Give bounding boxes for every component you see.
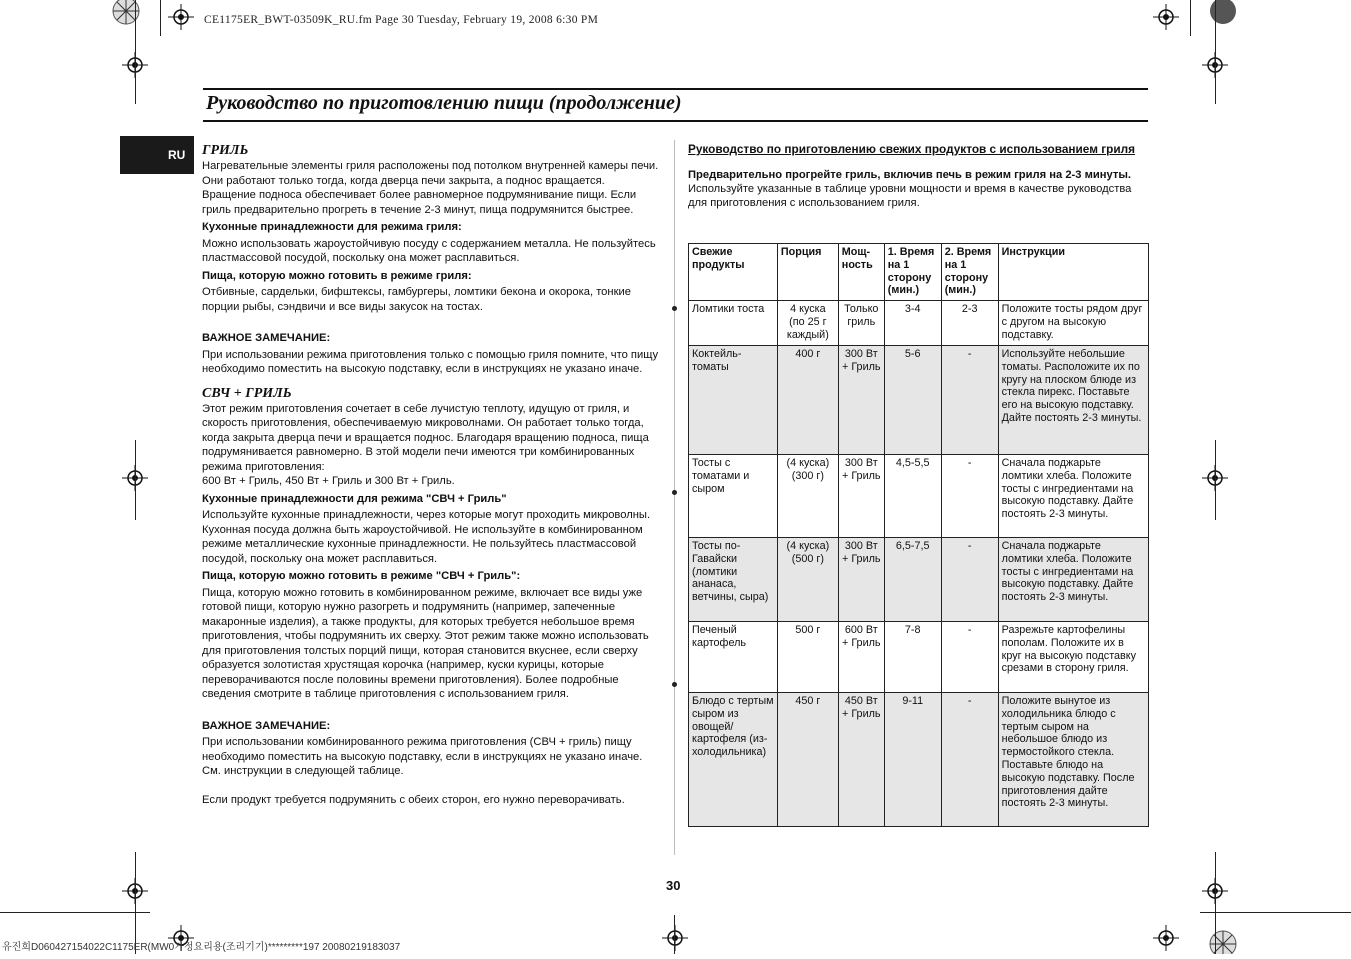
registration-mark-top-left xyxy=(168,4,194,30)
crop-line xyxy=(160,0,161,36)
left-column xyxy=(202,142,660,807)
combo-heading: СВЧ + ГРИЛЬ xyxy=(202,385,292,401)
table-cell: Используйте небольшие томаты. Расположите их по кругу на плоском блюде из стекла пирекс. Поставьте его на высокую подставку. Дайте постоять 2-3 минуты. xyxy=(998,346,1148,455)
table-cell: 3-4 xyxy=(884,301,941,346)
table-cell: 450 г xyxy=(777,693,838,827)
title-rule-bottom xyxy=(203,120,1148,122)
table-header: Свежие продукты xyxy=(689,244,778,301)
table-cell: Тосты с томатами и сыром xyxy=(689,455,778,538)
important-note-text: При использовании комбинированного режима приготовления (СВЧ + гриль) пищу необходимо поместить на высокую подставку, если в инструкциях не указано иначе. См. инструкции в следующей таблице. xyxy=(202,736,643,777)
table-cell: 4,5-5,5 xyxy=(884,455,941,538)
table-cell: Блюдо с тертым сыром из овощей/картофеля (из-холодильника) xyxy=(689,693,778,827)
column-divider xyxy=(674,140,675,855)
file-info: CE1175ER_BWT-03509K_RU.fm Page 30 Tuesday, February 19, 2008 6:30 PM xyxy=(204,14,599,26)
table-cell: Сначала поджарьте ломтики хлеба. Положите тосты с ингредиентами на высокую подставку. Дайте постоять 2-3 минуты. xyxy=(998,538,1148,622)
table-cell: Коктейль-томаты xyxy=(689,346,778,455)
language-tab xyxy=(120,136,194,174)
grill-cooking-table xyxy=(688,243,1149,827)
table-cell: 300 Вт + Гриль xyxy=(838,455,884,538)
page-number: 30 xyxy=(666,878,681,893)
table-cell: 7-8 xyxy=(884,622,941,693)
grill-accessories-text: Можно использовать жароустойчивую посуду с содержанием металла. Не пользуйтесь пластмассовой посудой, поскольку она может расплавиться. xyxy=(202,237,656,264)
preheat-instruction: Предварительно прогрейте гриль, включив печь в режим гриля на 2-3 минуты. xyxy=(688,169,1132,181)
crop-line xyxy=(135,440,136,520)
turn-over-note: Если продукт требуется подрумянить с обеих сторон, его нужно переворачивать. xyxy=(202,793,625,806)
table-row xyxy=(689,538,1149,622)
table-cell: Разрежьте картофелины пополам. Положите их в круг на высокую подставку срезами в сторону гриля. xyxy=(998,622,1148,693)
table-cell: Положите вынутое из холодильника блюдо с тертым сыром на небольшое блюдо из термостойкого стекла. Поставьте блюдо на высокую подставку. После приготовления дайте постоять 2-3 минуты. xyxy=(998,693,1148,827)
color-target-top-left xyxy=(110,0,142,31)
table-row xyxy=(689,693,1149,827)
table-header: 1. Время на 1 сторону (мин.) xyxy=(884,244,941,301)
table-cell: 450 Вт + Гриль xyxy=(838,693,884,827)
grill-text: Нагревательные элементы гриля расположены под потолком внутренней камеры печи. Они работают только тогда, когда дверца печи закрыта, а поднос вращается. Вращение подноса обеспечивает более равномерное подрумянивание пищи. Если гриль предварительно прогреть в течение 2-3 минут, пища подрумянится быстрее. xyxy=(202,160,659,216)
table-cell: Тосты по-Гавайски (ломтики ананаса, ветчины, сыра) xyxy=(689,538,778,622)
registration-mark-bottom-center xyxy=(662,925,688,951)
grill-food-text: Отбивные, сардельки, бифштексы, гамбургеры, ломтики бекона и окорока, тонкие порции рыбы, сэндвичи и все виды закусок на тостах. xyxy=(202,286,631,313)
table-cell: Ломтики тоста xyxy=(689,301,778,346)
table-cell: 2-3 xyxy=(941,301,998,346)
crop-line xyxy=(1200,912,1351,913)
table-cell: (4 куска) (500 г) xyxy=(777,538,838,622)
crop-line xyxy=(1190,0,1191,36)
table-cell: - xyxy=(941,455,998,538)
crop-line xyxy=(135,0,136,104)
table-cell: 6,5-7,5 xyxy=(884,538,941,622)
crop-line xyxy=(0,912,150,913)
combo-accessories-heading: Кухонные принадлежности для режима "СВЧ + Гриль" xyxy=(202,492,507,505)
table-cell: 300 Вт + Гриль xyxy=(838,538,884,622)
print-job-id: 유진희D060427154022C1175ER(MW0가정요리용(조리기기)*********197 20080219183037 xyxy=(2,942,401,953)
table-header: Порция xyxy=(777,244,838,301)
grill-food-heading: Пища, которую можно готовить в режиме гриля: xyxy=(202,269,472,282)
table-cell: - xyxy=(941,693,998,827)
table-row xyxy=(689,301,1149,346)
crop-line xyxy=(674,915,675,954)
table-cell: - xyxy=(941,346,998,455)
table-cell: Только гриль xyxy=(838,301,884,346)
color-target-top-right xyxy=(1207,0,1239,31)
right-column xyxy=(688,141,1150,210)
important-note-heading: ВАЖНОЕ ЗАМЕЧАНИЕ: xyxy=(202,719,331,732)
crop-line xyxy=(1215,0,1216,104)
table-cell: - xyxy=(941,622,998,693)
crop-line xyxy=(1215,440,1216,520)
registration-mark-top-right xyxy=(1153,4,1179,30)
table-header: Мощ-ность xyxy=(838,244,884,301)
crop-line xyxy=(1215,852,1216,954)
table-cell: 9-11 xyxy=(884,693,941,827)
table-cell: Печеный картофель xyxy=(689,622,778,693)
page-title: Руководство по приготовлению пищи (продолжение) xyxy=(206,92,682,114)
registration-mark-bottom-right xyxy=(1153,925,1179,951)
title-rule-top xyxy=(203,88,1148,90)
table-row xyxy=(689,346,1149,455)
bullet-marker xyxy=(672,306,677,311)
grill-accessories-heading: Кухонные принадлежности для режима гриля: xyxy=(202,221,462,233)
table-row xyxy=(689,622,1149,693)
grill-guide-title: Руководство по приготовлению свежих продуктов с использованием гриля xyxy=(688,142,1135,156)
table-cell: - xyxy=(941,538,998,622)
guide-intro: Используйте указанные в таблице уровни мощности и время в качестве руководства для приготовления с использованием гриля. xyxy=(688,183,1132,209)
grill-heading: ГРИЛЬ xyxy=(202,143,249,158)
important-note-heading: ВАЖНОЕ ЗАМЕЧАНИЕ: xyxy=(202,332,331,344)
table-cell: 5-6 xyxy=(884,346,941,455)
bullet-marker xyxy=(672,490,677,495)
table-cell: Положите тосты рядом друг с другом на высокую подставку. xyxy=(998,301,1148,346)
combo-accessories-text: Используйте кухонные принадлежности, через которые могут проходить микроволны. Кухонная посуда должна быть жароустойчивой. Не используйте в комбинированном режиме металлические кухонные принадлежности. Не пользуйтесь пластмассовой посудой, поскольку она может расплавиться. xyxy=(202,509,651,565)
table-cell: Сначала поджарьте ломтики хлеба. Положите тосты с ингредиентами на высокую подставку. Дайте постоять 2-3 минуты. xyxy=(998,455,1148,538)
language-tab-label: RU xyxy=(168,148,186,162)
table-cell: 500 г xyxy=(777,622,838,693)
table-cell: 4 куска (по 25 г каждый) xyxy=(777,301,838,346)
table-cell: (4 куска) (300 г) xyxy=(777,455,838,538)
important-note-text: При использовании режима приготовления только с помощью гриля помните, что пищу необходимо поместить на высокую подставку, если в инструкциях не указано иначе. xyxy=(202,348,659,375)
table-cell: 400 г xyxy=(777,346,838,455)
table-cell: 300 Вт + Гриль xyxy=(838,346,884,455)
table-header: 2. Время на 1 сторону (мин.) xyxy=(941,244,998,301)
table-header: Инструкции xyxy=(998,244,1148,301)
combo-food-text: Пища, которую можно готовить в комбинированном режиме, включает все виды уже готовой пищи, которую нужно разогреть и подрумянить (например, запеченные макаронные изделия), а также продукты, для которых требуется небольшое время приготовления, чтобы подрумянить их сверху. Этот режим также можно использовать для приготовления толстых порций пищи, которая становится вкуснее, если сверху образуется золотистая хрустящая корочка (например, куски курицы, которые переворачиваются после половины времени приготовления). Более подробные сведения смотрите в таблице приготовления с использованием гриля. xyxy=(202,586,649,700)
table-row xyxy=(689,455,1149,538)
bullet-marker xyxy=(672,682,677,687)
combo-text: Этот режим приготовления сочетает в себе лучистую теплоту, идущую от гриля, и скорость приготовления, обеспечиваемую микроволнами. Он работает только тогда, когда закрыта дверца печи и вращается поднос. Благодаря вращению подноса, пища подрумянивается равномерно. В этой модели печи имеются три комбинированных режима приготовления: xyxy=(202,402,649,473)
combo-food-heading: Пища, которую можно готовить в режиме "СВЧ + Гриль": xyxy=(202,570,521,582)
combo-modes: 600 Вт + Гриль, 450 Вт + Гриль и 300 Вт + Гриль. xyxy=(202,475,455,487)
color-target-bottom-right xyxy=(1207,926,1239,959)
table-cell: 600 Вт + Гриль xyxy=(838,622,884,693)
